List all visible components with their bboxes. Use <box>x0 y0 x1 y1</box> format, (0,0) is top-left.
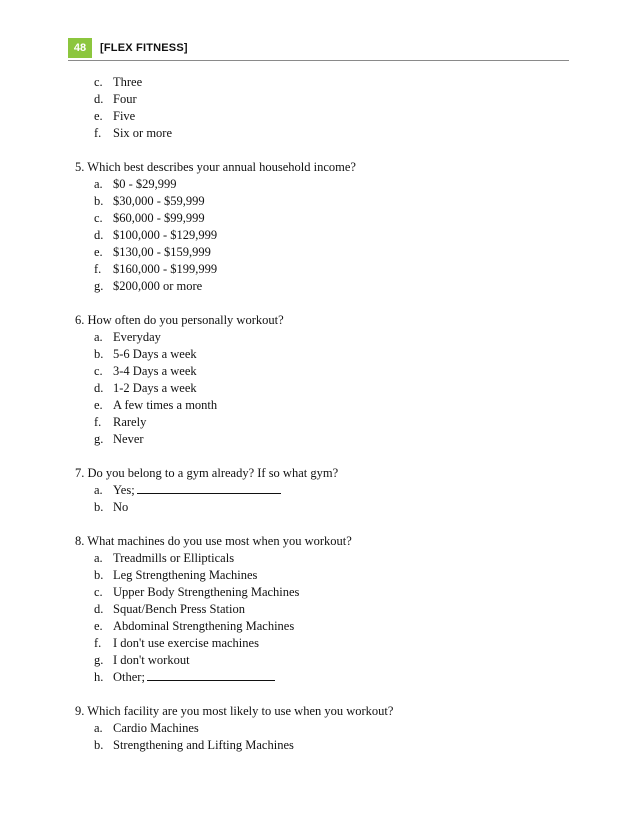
option-item <box>75 584 575 601</box>
option-letter: g. <box>94 653 104 667</box>
option-item <box>75 669 575 686</box>
option-item <box>75 227 575 244</box>
option-text: Never <box>113 432 144 446</box>
option-item <box>75 499 575 516</box>
option-letter: h. <box>94 670 104 684</box>
question-5: 5. Which best describes your annual household income? <box>75 160 356 174</box>
option-letter: f. <box>94 636 102 650</box>
option-letter: b. <box>94 194 104 208</box>
option-text: Three <box>113 75 143 89</box>
option-text: Everyday <box>113 330 161 344</box>
option-item <box>75 414 575 431</box>
option-text: $200,000 or more <box>113 279 203 293</box>
option-text: Four <box>113 92 137 106</box>
option-letter: b. <box>94 500 104 514</box>
option-item <box>75 244 575 261</box>
option-item <box>75 91 575 108</box>
option-text: $0 - $29,999 <box>113 177 177 191</box>
option-text: Upper Body Strengthening Machines <box>113 585 300 599</box>
option-item <box>75 380 575 397</box>
option-item <box>75 108 575 125</box>
option-letter: c. <box>94 585 103 599</box>
option-text: Leg Strengthening Machines <box>113 568 258 582</box>
option-text: Yes; <box>113 483 135 497</box>
survey-content <box>75 74 575 754</box>
option-item <box>75 346 575 363</box>
option-letter: a. <box>94 177 103 191</box>
option-letter: e. <box>94 245 103 259</box>
option-item <box>75 737 575 754</box>
option-item <box>75 397 575 414</box>
option-letter: e. <box>94 109 103 123</box>
other-machine-blank[interactable] <box>147 669 275 681</box>
option-letter: d. <box>94 602 104 616</box>
option-letter: a. <box>94 721 103 735</box>
option-item <box>75 550 575 567</box>
page-number-badge: 48 <box>68 38 92 58</box>
option-letter: d. <box>94 381 104 395</box>
option-letter: c. <box>94 211 103 225</box>
option-letter: b. <box>94 347 104 361</box>
option-letter: e. <box>94 398 103 412</box>
option-text: $160,000 - $199,999 <box>113 262 218 276</box>
option-item <box>75 431 575 448</box>
option-letter: a. <box>94 330 103 344</box>
option-letter: f. <box>94 415 102 429</box>
option-letter: d. <box>94 92 104 106</box>
option-item <box>75 329 575 346</box>
option-text: 5-6 Days a week <box>113 347 197 361</box>
option-text: Rarely <box>113 415 147 429</box>
option-item <box>75 176 575 193</box>
question-9: 9. Which facility are you most likely to use when you workout? <box>75 704 394 718</box>
option-item <box>75 567 575 584</box>
option-item <box>75 74 575 91</box>
option-item <box>75 278 575 295</box>
option-letter: b. <box>94 568 104 582</box>
option-text: Five <box>113 109 136 123</box>
option-text: 3-4 Days a week <box>113 364 197 378</box>
option-text: I don't workout <box>113 653 190 667</box>
option-item <box>75 618 575 635</box>
option-item <box>75 482 575 499</box>
option-item <box>75 635 575 652</box>
option-item <box>75 363 575 380</box>
option-text: Squat/Bench Press Station <box>113 602 245 616</box>
option-text: $100,000 - $129,999 <box>113 228 218 242</box>
option-text: $130,00 - $159,999 <box>113 245 211 259</box>
option-text: Cardio Machines <box>113 721 199 735</box>
option-item <box>75 261 575 278</box>
page-header <box>68 38 569 61</box>
option-item <box>75 210 575 227</box>
option-item <box>75 652 575 669</box>
question-7: 7. Do you belong to a gym already? If so what gym? <box>75 466 339 480</box>
option-text: Six or more <box>113 126 173 140</box>
option-letter: a. <box>94 483 103 497</box>
option-item <box>75 193 575 210</box>
option-text: $60,000 - $99,999 <box>113 211 205 225</box>
option-letter: g. <box>94 432 104 446</box>
gym-name-blank[interactable] <box>137 482 281 494</box>
option-text: Treadmills or Ellipticals <box>113 551 235 565</box>
option-text: Abdominal Strengthening Machines <box>113 619 295 633</box>
option-letter: g. <box>94 279 104 293</box>
option-text: No <box>113 500 129 514</box>
option-text: Strengthening and Lifting Machines <box>113 738 294 752</box>
option-item <box>75 125 575 142</box>
option-letter: a. <box>94 551 103 565</box>
option-item <box>75 720 575 737</box>
option-text: 1-2 Days a week <box>113 381 197 395</box>
option-item <box>75 601 575 618</box>
option-text: $30,000 - $59,999 <box>113 194 205 208</box>
option-letter: c. <box>94 364 103 378</box>
option-letter: d. <box>94 228 104 242</box>
option-letter: e. <box>94 619 103 633</box>
option-letter: f. <box>94 262 102 276</box>
option-letter: f. <box>94 126 102 140</box>
option-letter: c. <box>94 75 103 89</box>
option-text: I don't use exercise machines <box>113 636 259 650</box>
header-title: [FLEX FITNESS] <box>100 42 188 54</box>
question-6: 6. How often do you personally workout? <box>75 313 284 327</box>
option-text: Other; <box>113 670 145 684</box>
question-8: 8. What machines do you use most when you workout? <box>75 534 352 548</box>
option-text: A few times a month <box>113 398 218 412</box>
option-letter: b. <box>94 738 104 752</box>
